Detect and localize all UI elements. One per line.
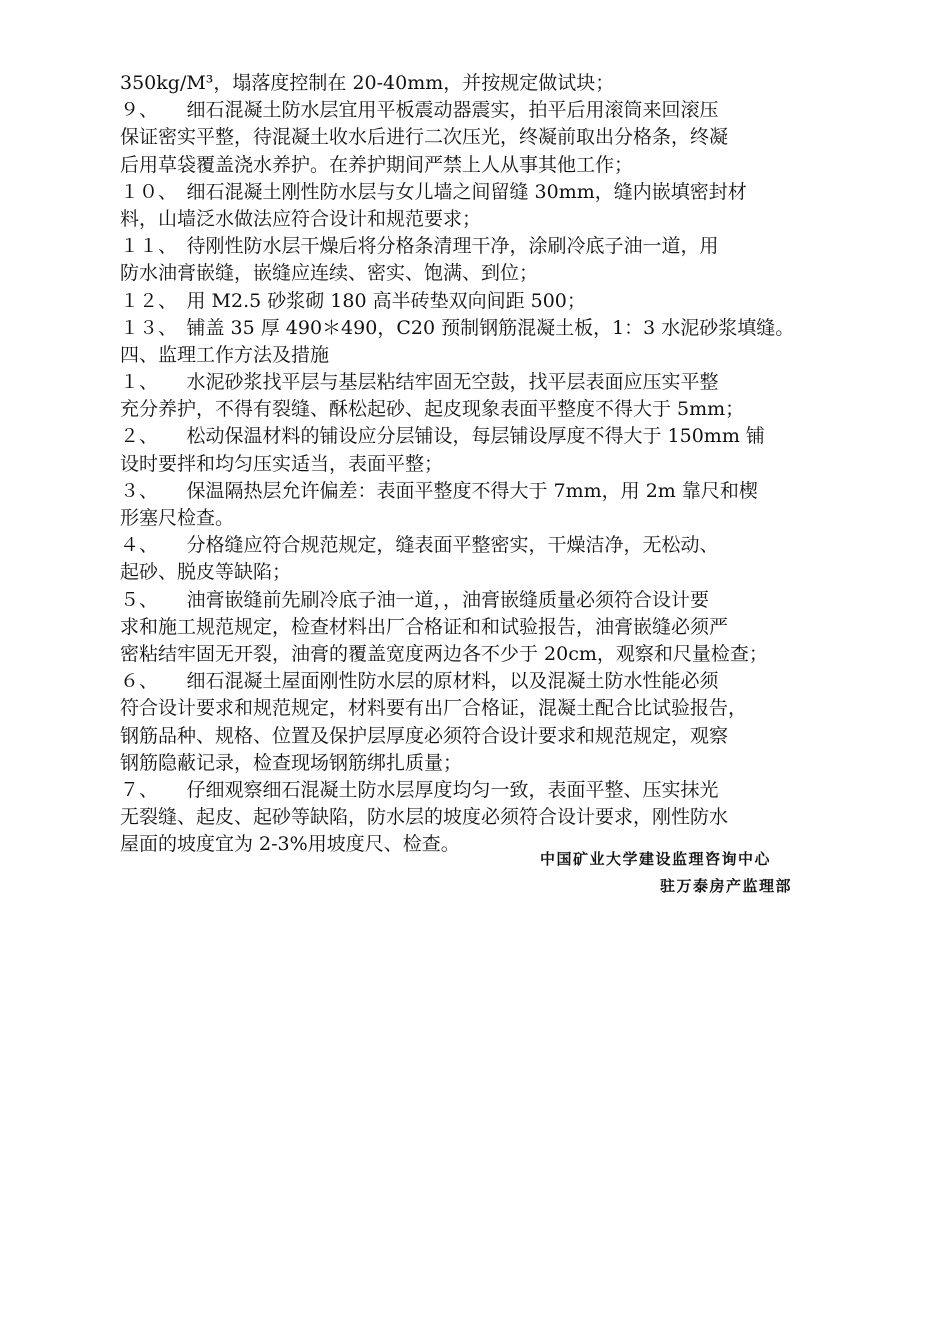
- text-line: 防水油膏嵌缝，嵌缝应连续、密实、饱满、到位；: [120, 262, 539, 285]
- text-line: 密粘结牢固无开裂，油膏的覆盖宽度两边各不少于 20cm，观察和尺量检查；: [120, 642, 768, 665]
- text-line: 设时要拌和均匀压实适当，表面平整；: [120, 452, 444, 475]
- text-line: １、 水泥砂浆找平层与基层粘结牢固无空鼓，找平层表面应压实平整: [120, 371, 719, 394]
- signature-organization: 中国矿业大学建设监理咨询中心: [540, 850, 772, 868]
- text-line: 形塞尺检查。: [120, 507, 235, 529]
- text-line: 钢筋隐蔽记录，检查现场钢筋绑扎质量；: [120, 751, 463, 774]
- signature-department: 驻万泰房产监理部: [660, 877, 793, 895]
- text-line: ６、 细石混凝土屋面刚性防水层的原材料，以及混凝土防水性能必须: [120, 670, 719, 693]
- text-line: 屋面的坡度宜为 2-3%用坡度尺、检查。: [120, 833, 460, 856]
- text-line: ２、 松动保温材料的铺设应分层铺设，每层铺设厚度不得大于 150mm 铺: [120, 425, 765, 448]
- text-line: 后用草袋覆盖浇水养护。在养护期间严禁上人从事其他工作；: [120, 153, 634, 176]
- text-line: 钢筋品种、规格、位置及保护层厚度必须符合设计要求和规范规定，观察: [120, 724, 729, 747]
- text-line: 无裂缝、起皮、起砂等缺陷，防水层的坡度必须符合设计要求，刚性防水: [120, 806, 729, 829]
- body-text: [120, 70, 860, 858]
- section-heading: 四、监理工作方法及措施: [120, 343, 330, 366]
- text-line: ３、 保温隔热层允许偏差：表面平整度不得大于 7mm，用 2m 靠尺和楔: [120, 479, 758, 502]
- text-line: ４、 分格缝应符合规范规定，缝表面平整密实，干燥洁净，无松动、: [120, 534, 719, 557]
- text-line: １１、 待刚性防水层干燥后将分格条清理干净，涂刷冷底子油一道，用: [120, 235, 719, 258]
- text-line: 料，山墙泛水做法应符合设计和规范要求；: [120, 207, 482, 230]
- text-line: １０、 细石混凝土刚性防水层与女儿墙之间留缝 30mm，缝内嵌填密封材: [120, 180, 747, 203]
- text-line: 符合设计要求和规范规定，材料要有出厂合格证，混凝土配合比试验报告，: [120, 697, 748, 720]
- text-line: ５、 油膏嵌缝前先刷冷底子油一道，，油膏嵌缝质量必须符合设计要: [120, 588, 710, 611]
- text-line: 求和施工规范规定，检查材料出厂合格证和和试验报告，油膏嵌缝必须严: [120, 615, 729, 638]
- text-line: １３、 铺盖 35 厚 490＊490，C20 预制钢筋混凝土板，1：3 水泥砂浆填缝。: [120, 316, 795, 339]
- text-line: 保证密实平整，待混凝土收水后进行二次压光，终凝前取出分格条，终凝: [120, 126, 729, 149]
- text-line: ７、 仔细观察细石混凝土防水层厚度均匀一致，表面平整、压实抹光: [120, 778, 719, 801]
- text-line: 起砂、脱皮等缺陷；: [120, 561, 292, 584]
- text-line: 充分养护，不得有裂缝、酥松起砂、起皮现象表面平整度不得大于 5mm；: [120, 398, 745, 421]
- text-line: 350kg/M³，塌落度控制在 20-40mm，并按规定做试块；: [120, 72, 615, 94]
- text-line: ９、 细石混凝土防水层宜用平板震动器震实，拍平后用滚筒来回滚压: [120, 99, 719, 122]
- text-line: １２、 用 M2.5 砂浆砌 180 高半砖垫双向间距 500；: [120, 289, 586, 312]
